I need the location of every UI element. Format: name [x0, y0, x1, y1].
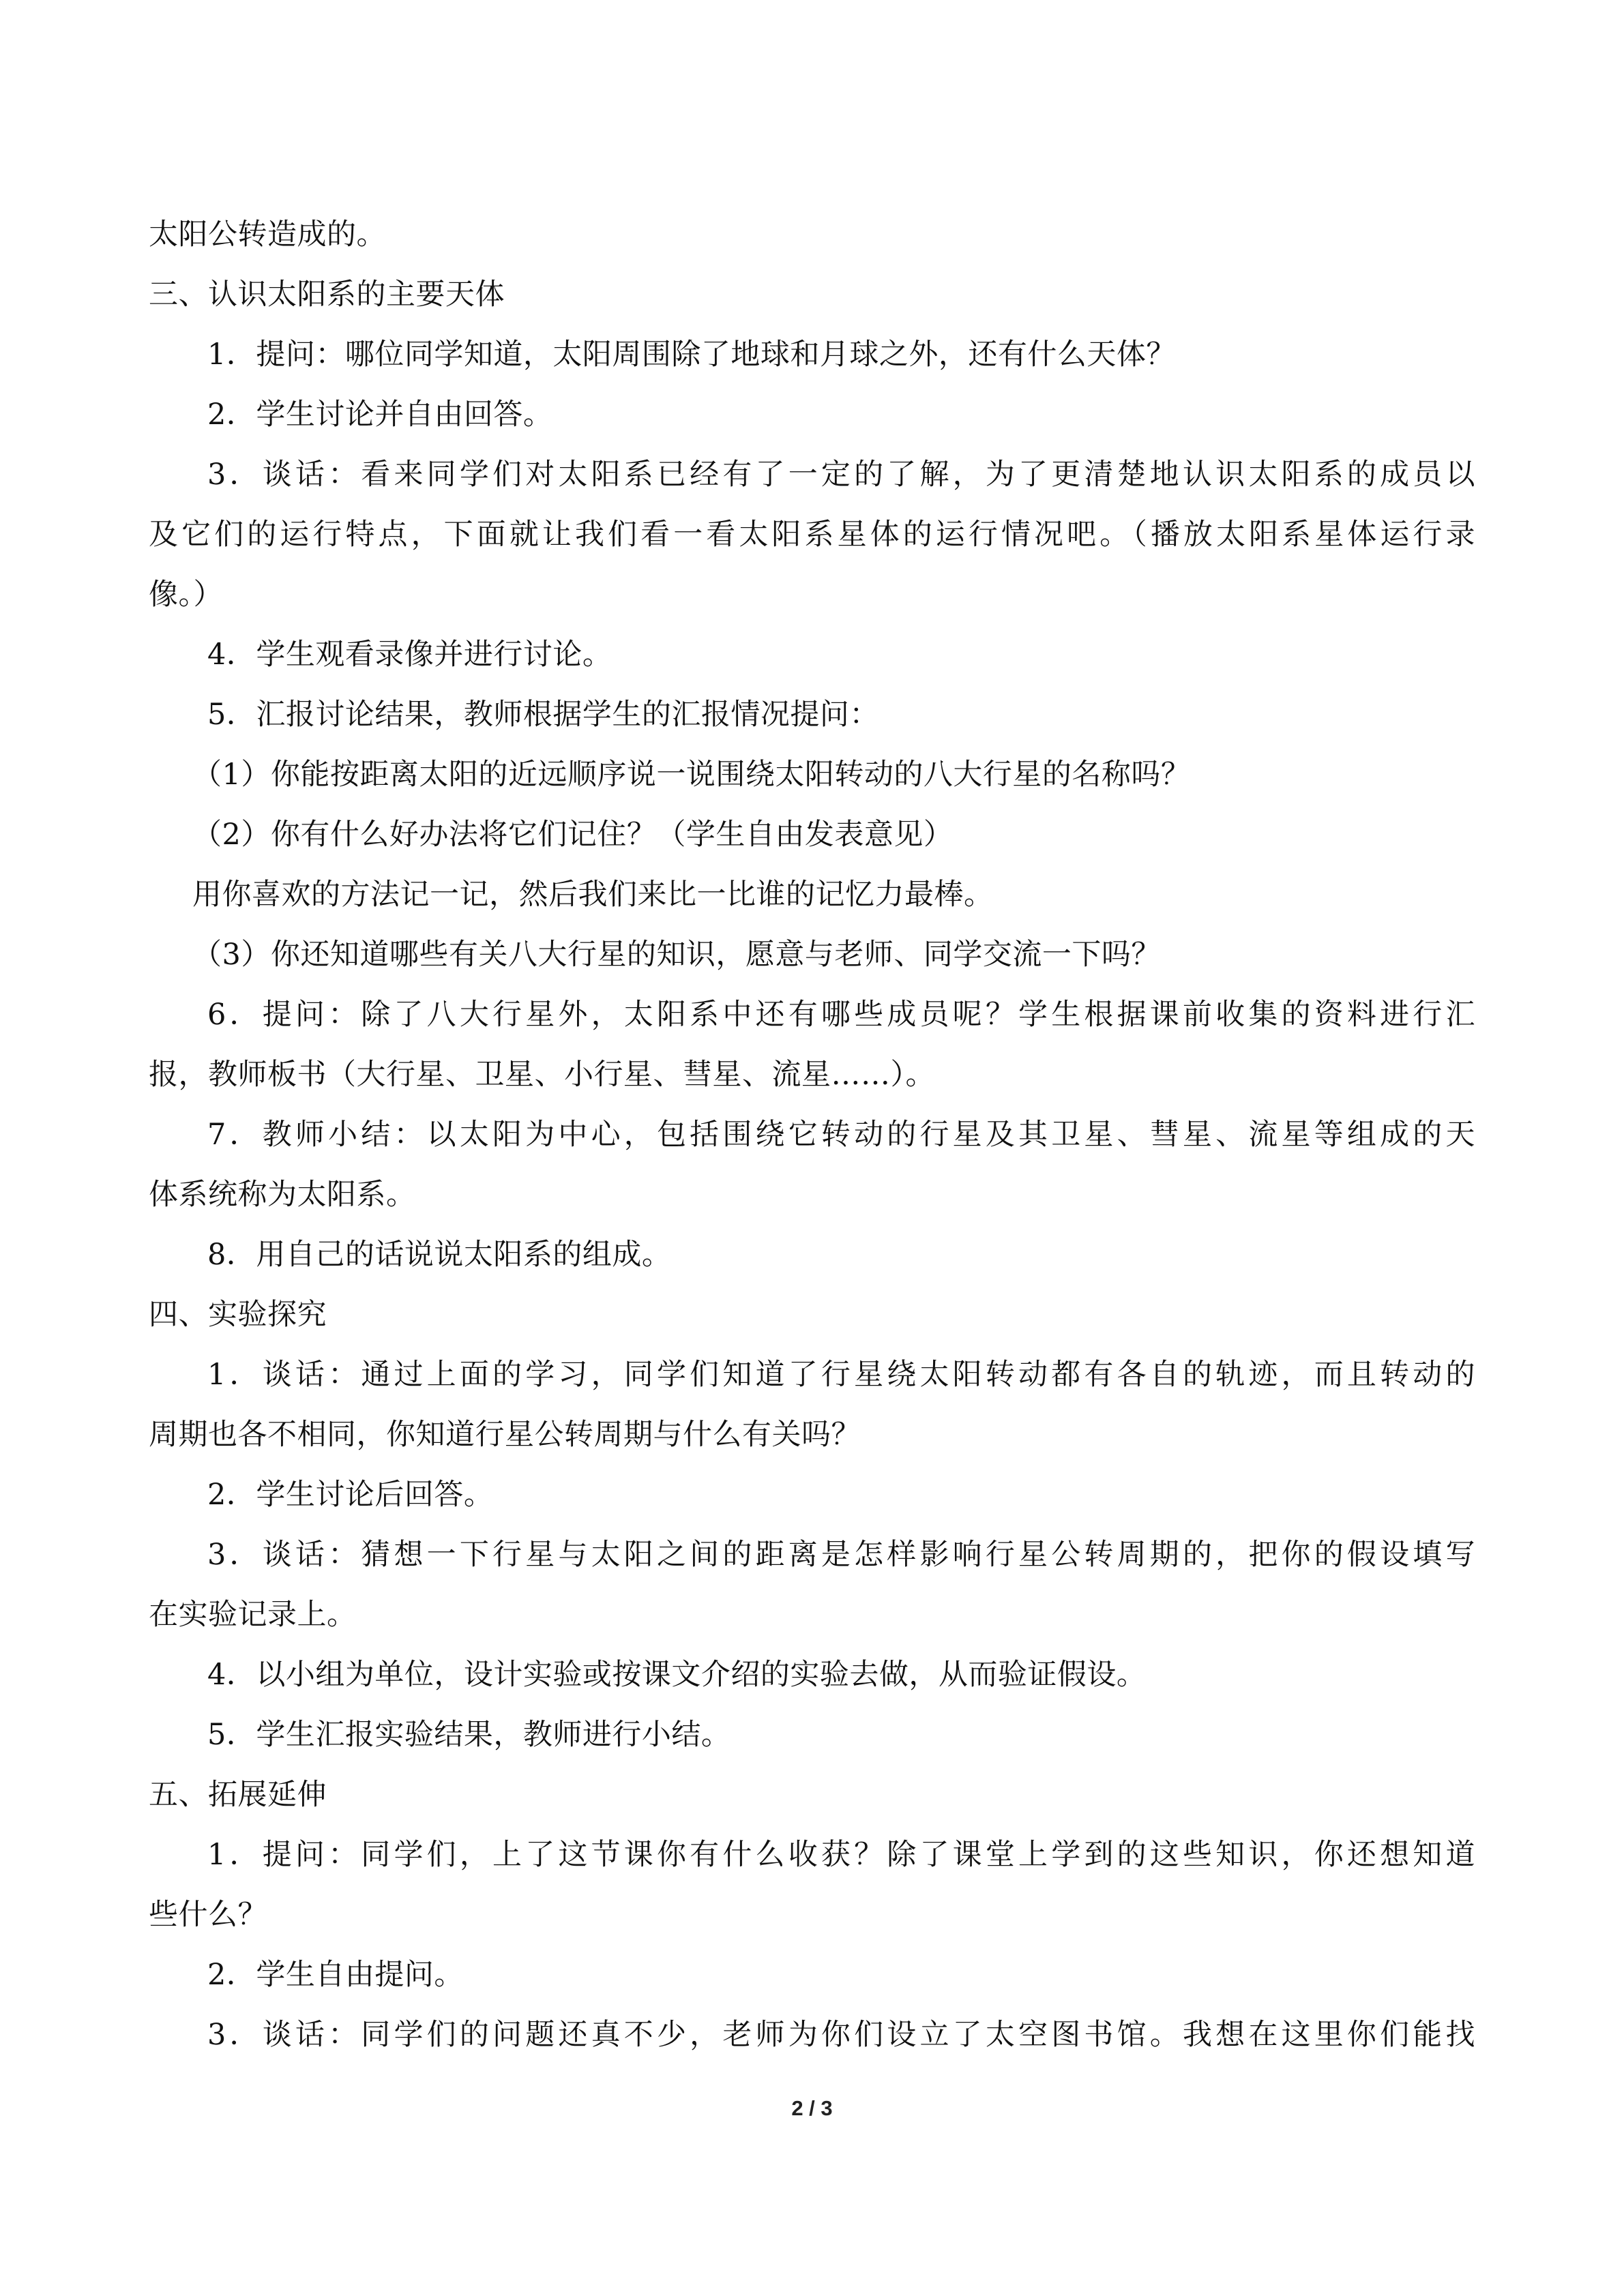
page-number: 2 / 3: [791, 2096, 833, 2120]
text-line: 5．汇报讨论结果，教师根据学生的汇报情况提问：: [207, 698, 879, 732]
text-line: 3．谈话：同学们的问题还真不少，老师为你们设立了太空图书馆。我想在这里你们能找: [207, 2018, 1475, 2052]
text-line: 五、拓展延伸: [149, 1778, 327, 1812]
text-line: 6．提问：除了八大行星外，太阳系中还有哪些成员呢？学生根据课前收集的资料进行汇: [207, 998, 1475, 1032]
text-line: 5．学生汇报实验结果，教师进行小结。: [207, 1718, 731, 1752]
text-line: 及它们的运行特点，下面就让我们看一看太阳系星体的运行情况吧。（播放太阳系星体运行录: [149, 518, 1475, 552]
text-line: （3）你还知道哪些有关八大行星的知识，愿意与老师、同学交流一下吗？: [192, 938, 1161, 972]
text-line: 2．学生讨论并自由回答。: [207, 398, 553, 432]
text-line: 太阳公转造成的。: [149, 218, 386, 252]
text-line: 3．谈话：猜想一下行星与太阳之间的距离是怎样影响行星公转周期的，把你的假设填写: [207, 1538, 1475, 1572]
text-line: （2）你有什么好办法将它们记住？（学生自由发表意见）: [192, 818, 954, 852]
text-line: 四、实验探究: [149, 1298, 327, 1332]
document-body: [149, 205, 1475, 2065]
text-line: 2．学生讨论后回答。: [207, 1478, 494, 1512]
text-line: （1）你能按距离太阳的近远顺序说一说围绕太阳转动的八大行星的名称吗？: [192, 758, 1191, 792]
text-line: 8．用自己的话说说太阳系的组成。: [207, 1238, 672, 1272]
text-line: 2．学生自由提问。: [207, 1958, 464, 1992]
text-line: 在实验记录上。: [149, 1598, 357, 1632]
text-line: 体系统称为太阳系。: [149, 1178, 416, 1212]
text-line: 1．提问：同学们，上了这节课你有什么收获？除了课堂上学到的这些知识，你还想知道: [207, 1838, 1475, 1872]
text-line: 像。）: [149, 578, 223, 612]
text-line: 1．提问：哪位同学知道，太阳周围除了地球和月球之外，还有什么天体？: [207, 338, 1176, 372]
text-line: 3．谈话：看来同学们对太阳系已经有了一定的了解，为了更清楚地认识太阳系的成员以: [207, 458, 1475, 492]
text-line: 4．学生观看录像并进行讨论。: [207, 638, 612, 672]
text-line: 些什么？: [149, 1898, 267, 1932]
text-line: 用你喜欢的方法记一记，然后我们来比一比谁的记忆力最棒。: [192, 878, 994, 912]
text-line: 报，教师板书（大行星、卫星、小行星、彗星、流星……）。: [149, 1058, 935, 1092]
text-line: 三、认识太阳系的主要天体: [149, 278, 505, 312]
text-line: 周期也各不相同，你知道行星公转周期与什么有关吗？: [149, 1418, 861, 1452]
text-line: 7．教师小结：以太阳为中心，包括围绕它转动的行星及其卫星、彗星、流星等组成的天: [207, 1118, 1475, 1152]
text-line: 1．谈话：通过上面的学习，同学们知道了行星绕太阳转动都有各自的轨迹，而且转动的: [207, 1358, 1475, 1392]
text-line: 4．以小组为单位，设计实验或按课文介绍的实验去做，从而验证假设。: [207, 1658, 1147, 1692]
